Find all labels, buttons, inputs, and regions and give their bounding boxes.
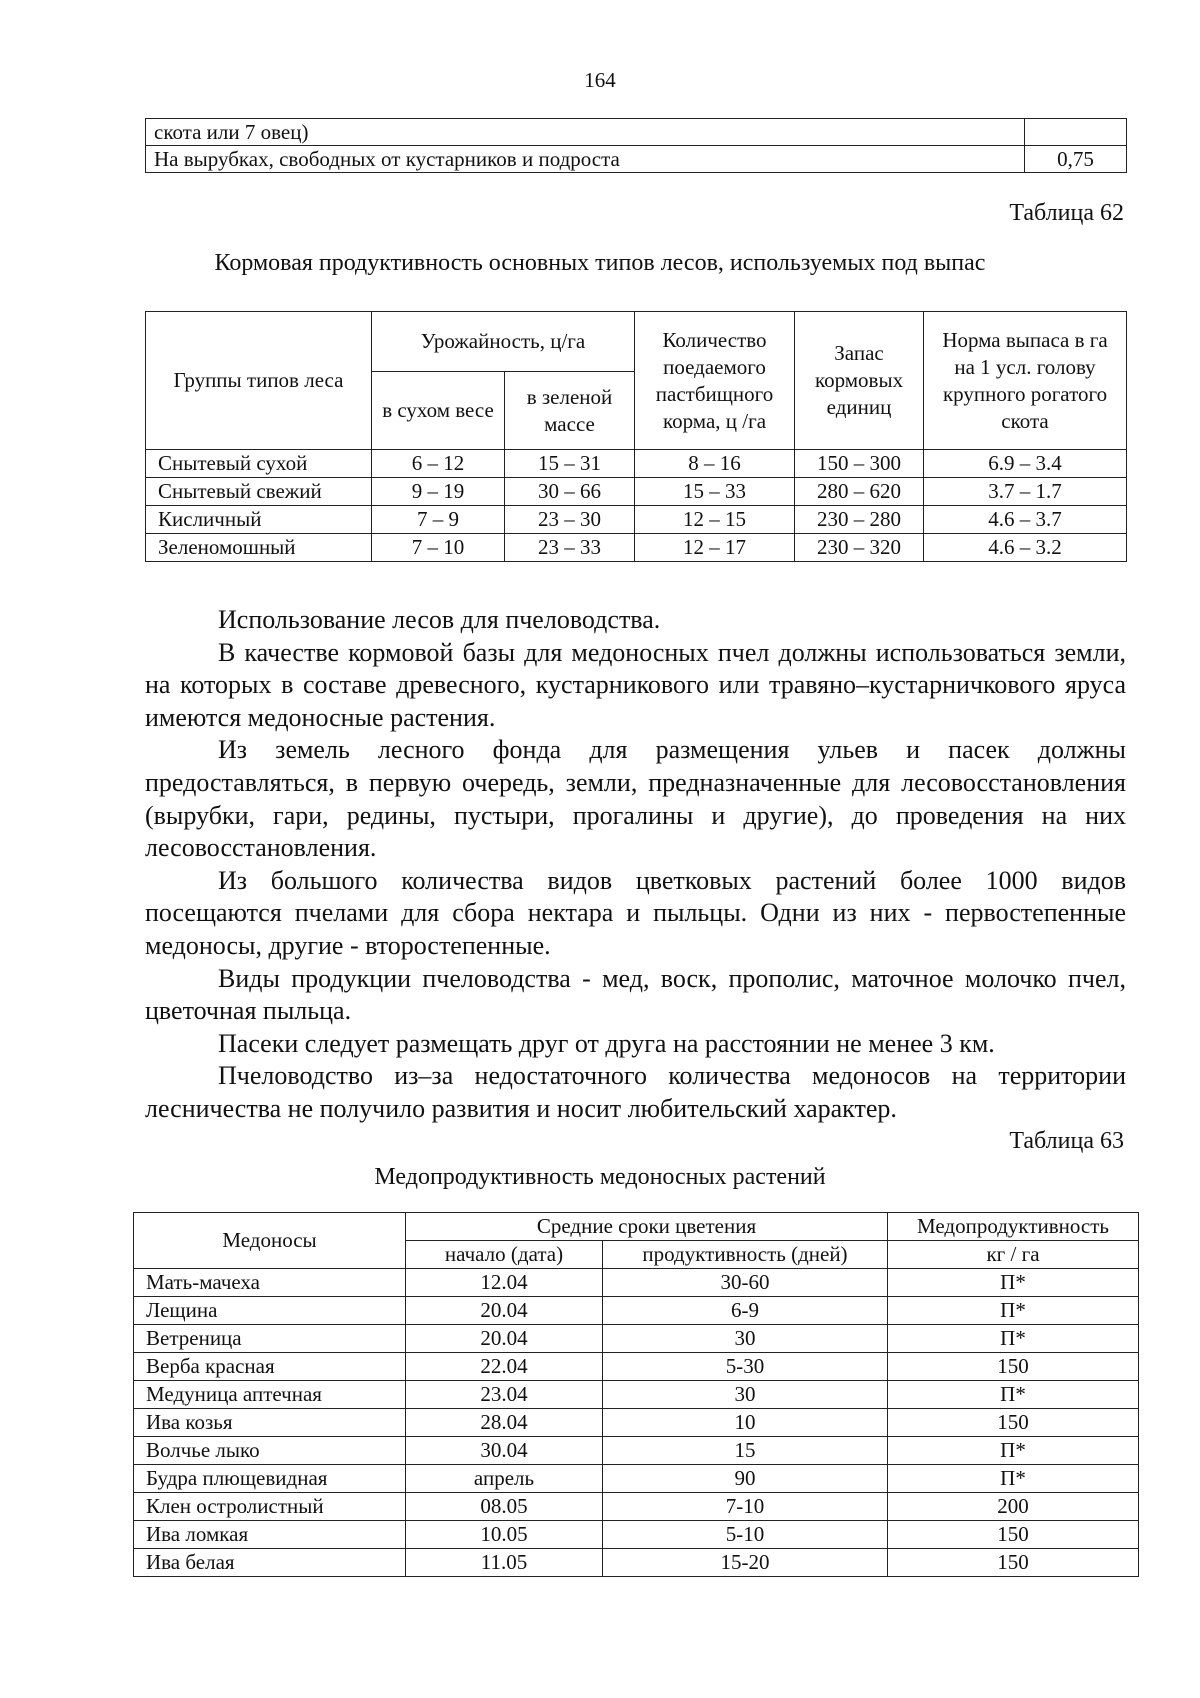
table-cell: Ветреница [134,1325,406,1353]
table-cell: Ива белая [134,1549,406,1577]
table-cell: 30 [603,1325,888,1353]
table-cell: Мать-мачеха [134,1269,406,1297]
table-row [134,1381,1139,1409]
table-cell: 15-20 [603,1549,888,1577]
table-cell: 8 – 16 [635,450,795,478]
table-cell: 15 [603,1437,888,1465]
table-row [134,1549,1139,1577]
table-cell: 7 – 9 [372,506,505,534]
header-plants: Медоносы [134,1213,406,1269]
table-cell: П* [888,1381,1139,1409]
paragraph: Из земель лесного фонда для размещения ульев и пасек должны предоставляться, в первую очередь, земли, предназначенные для лесовосстановления (вырубки, гари, редины, пустыри, прогалины и другие), до проведения на них лесовосстановления. [145,735,1126,863]
paragraph: В качестве кормовой базы для медоносных пчел должны использоваться земли, на которых в составе древесного, кустарникового или травяно–кустарничкового яруса имеются медоносные растения. [145,637,1126,732]
table-cell: Кисличный [146,506,372,534]
table-row [146,478,1127,506]
table62-title: Кормовая продуктивность основных типов лесов, используемых под выпас [214,250,986,276]
table-row [134,1297,1139,1325]
table-row [134,1493,1139,1521]
table-cell: П* [888,1465,1139,1493]
table-cell: 6 – 12 [372,450,505,478]
table-cell: Верба красная [134,1353,406,1381]
table-row [146,534,1127,562]
paragraph: Из большого количества видов цветковых растений более 1000 видов посещаются пчелами для сбора нектара и пыльцы. Одни из них - первостепенные медоносы, другие - второстепенные. [145,865,1126,960]
table63-title: Медопродуктивность медоносных растений [374,1164,826,1190]
table-cell: 30 – 66 [505,478,635,506]
table-cell: 23 – 30 [505,506,635,534]
table-cell: 150 [888,1521,1139,1549]
table-cell: Ива козья [134,1409,406,1437]
table-cell: 08.05 [406,1493,603,1521]
header-dry: в сухом весе [372,372,505,450]
table-cell: 20.04 [406,1297,603,1325]
table-cell: 23.04 [406,1381,603,1409]
table-cell: 150 [888,1353,1139,1381]
table-cell: 200 [888,1493,1139,1521]
paragraph: Использование лесов для пчеловодства. [218,605,661,634]
table-cell: 3.7 – 1.7 [924,478,1127,506]
table-cell: 150 – 300 [795,450,924,478]
table-cell: 7 – 10 [372,534,505,562]
table-cell: 10 [603,1409,888,1437]
table-cell: 30-60 [603,1269,888,1297]
table-row [134,1409,1139,1437]
table-cell: П* [888,1297,1139,1325]
header-periods: Средние сроки цветения [406,1213,888,1241]
table-cell: Снытевый свежий [146,478,372,506]
header-stock: Запас кормовых единиц [795,312,924,450]
table-row [146,450,1127,478]
table-cell: 12 – 17 [635,534,795,562]
table-cell: 20.04 [406,1325,603,1353]
table-row [134,1325,1139,1353]
table-cell: Медуница аптечная [134,1381,406,1409]
table-cell: 11.05 [406,1549,603,1577]
table-cell: 90 [603,1465,888,1493]
table-cell: Клен остролистный [134,1493,406,1521]
table-row [134,1437,1139,1465]
table-body [134,1269,1139,1577]
table-row [134,1269,1139,1297]
table-cell: 22.04 [406,1353,603,1381]
paragraph: Пчеловодство из–за недостаточного количества медоносов на территории лесничества не получило развития и носит любительский характер. [145,1061,1126,1123]
header-start: начало (дата) [406,1241,603,1269]
table-cell: П* [888,1325,1139,1353]
table-cell: 23 – 33 [505,534,635,562]
table-row [134,1465,1139,1493]
table-row [134,1521,1139,1549]
table-cell: Лещина [134,1297,406,1325]
table-cell: 5-30 [603,1353,888,1381]
table-cell: Ива ломкая [134,1521,406,1549]
table-cell: 150 [888,1409,1139,1437]
table-cell: 4.6 – 3.2 [924,534,1127,562]
table-cell: 5-10 [603,1521,888,1549]
table-header-row [134,1213,1139,1241]
table-row [146,506,1127,534]
header-yield: Урожайность, ц/га [372,312,635,372]
table62-label: Таблица 62 [1009,200,1124,226]
table63-label: Таблица 63 [1009,1128,1124,1154]
table-header-row [146,312,1127,372]
table-cell: 9 – 19 [372,478,505,506]
table-cell: 10.05 [406,1521,603,1549]
table-row [146,146,1127,173]
forage-productivity-table [145,311,1127,562]
header-green: в зеленой массе [505,372,635,450]
table-cell: 230 – 280 [795,506,924,534]
header-norm: Норма выпаса в га на 1 усл. голову крупного рогатого скота [924,312,1127,450]
table-cell: 30.04 [406,1437,603,1465]
table-cell: 6-9 [603,1297,888,1325]
table-cell: 15 – 33 [635,478,795,506]
table-cell: 4.6 – 3.7 [924,506,1127,534]
table-cell: 6.9 – 3.4 [924,450,1127,478]
paragraph: Виды продукции пчеловодства - мед, воск, прополис, маточное молочко пчел, цветочная пыльца. [145,963,1126,1026]
header-amount: Количество поедаемого пастбищного корма, ц /га [635,312,795,450]
table-cell: 7-10 [603,1493,888,1521]
table-row [146,119,1127,146]
table-cell: 0,75 [1025,146,1127,173]
table-cell: апрель [406,1465,603,1493]
table-cell: 150 [888,1549,1139,1577]
table-cell: П* [888,1437,1139,1465]
table-cell: 12.04 [406,1269,603,1297]
table-cell: 12 – 15 [635,506,795,534]
body-text [145,604,1126,1126]
table-cell: скота или 7 овец) [146,119,1025,146]
paragraph: Пасеки следует размещать друг от друга на расстоянии не менее 3 км. [218,1028,995,1058]
table-cell [1025,119,1127,146]
table-cell: 280 – 620 [795,478,924,506]
table-cell: Волчье лыко [134,1437,406,1465]
header-unit: кг / га [888,1241,1139,1269]
table-cell: Зеленомошный [146,534,372,562]
table-cell: 28.04 [406,1409,603,1437]
table-cell: Будра плющевидная [134,1465,406,1493]
table-row [134,1353,1139,1381]
table-cell: Снытевый сухой [146,450,372,478]
page-number: 164 [584,68,616,92]
header-honey: Медопродуктивность [888,1213,1139,1241]
header-duration: продуктивность (дней) [603,1241,888,1269]
header-group: Группы типов леса [146,312,372,450]
table-cell: На вырубках, свободных от кустарников и подроста [146,146,1025,173]
continuation-table [145,118,1127,173]
table-cell: 230 – 320 [795,534,924,562]
table-cell: П* [888,1269,1139,1297]
honey-productivity-table [133,1212,1139,1577]
table-cell: 15 – 31 [505,450,635,478]
table-cell: 30 [603,1381,888,1409]
